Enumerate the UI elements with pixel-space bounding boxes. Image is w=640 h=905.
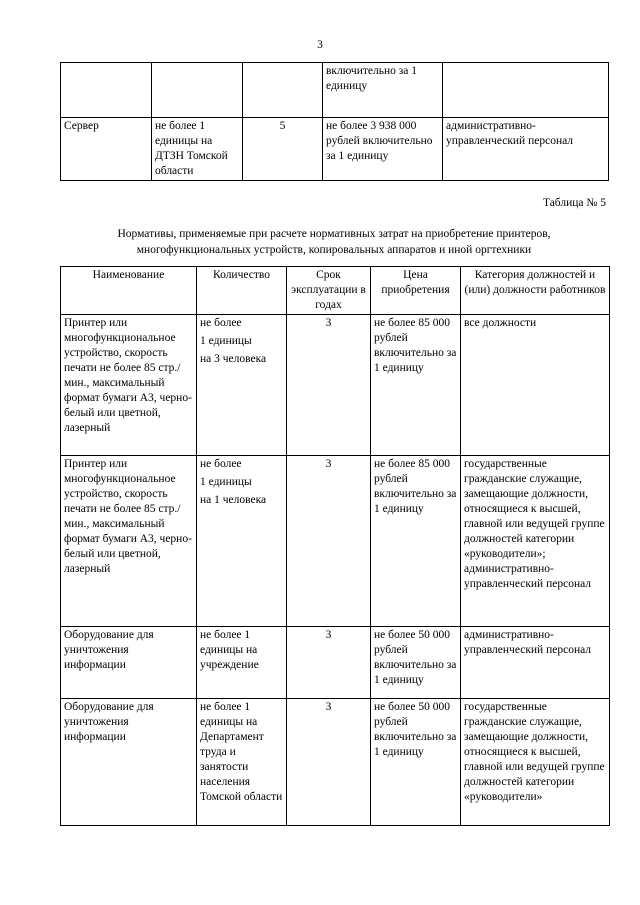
- header-row: [61, 267, 610, 315]
- cell-category: все должности: [461, 315, 610, 456]
- header-years: Срок эксплуатации в годах: [287, 267, 371, 315]
- cell-name: [61, 63, 152, 118]
- cell-price: не более 50 000 рублей включительно за 1 единицу: [371, 627, 461, 699]
- cell-price: включительно за 1 единицу: [323, 63, 443, 118]
- cell-years: 3: [287, 699, 371, 826]
- qty-line: не более 1 единицы на учреждение: [200, 629, 259, 671]
- cell-name: Принтер или многофункциональное устройство, скорость печати не более 85 стр./мин., максимальный формат бумаги А3, черно-белый или цветной, лазерный: [61, 456, 197, 627]
- table-row: [61, 315, 610, 456]
- cell-years: 3: [287, 627, 371, 699]
- cell-years: 3: [287, 456, 371, 627]
- table-row: [61, 699, 610, 826]
- qty-line: 1 единицы: [200, 476, 252, 488]
- cell-name: Сервер: [61, 118, 152, 181]
- header-name: Наименование: [61, 267, 197, 315]
- cell-price: не более 3 938 000 рублей включительно за 1 единицу: [323, 118, 443, 181]
- cell-name: Принтер или многофункциональное устройство, скорость печати не более 85 стр./мин., максимальный формат бумаги А3, черно-белый или цветной, лазерный: [61, 315, 197, 456]
- qty-line: не более: [200, 458, 242, 470]
- cell-qty: не более 1 единицы на ДТЗН Томской области: [152, 118, 243, 181]
- cell-years: 3: [287, 315, 371, 456]
- qty-line: на 1 человека: [200, 494, 267, 506]
- cell-price: не более 85 000 рублей включительно за 1 единицу: [371, 315, 461, 456]
- cell-category: государственные гражданские служащие, замещающие должности, относящиеся к высшей, главной или ведущей группе должностей категории «руководители»; административно-управленческий персонал: [461, 456, 610, 627]
- cell-category: [443, 63, 609, 118]
- table-row: [61, 63, 609, 118]
- table-row: [61, 627, 610, 699]
- cell-category: административно-управленческий персонал: [461, 627, 610, 699]
- cell-price: не более 50 000 рублей включительно за 1 единицу: [371, 699, 461, 826]
- header-category: Категория должностей и (или) должности работников: [461, 267, 610, 315]
- qty-line: 1 единицы: [200, 335, 252, 347]
- cell-category: государственные гражданские служащие, замещающие должности, относящиеся к высшей, главной или ведущей группе должностей категории «руководители»: [461, 699, 610, 826]
- cell-qty: [197, 699, 287, 826]
- cell-qty: [152, 63, 243, 118]
- cell-category: административно-управленческий персонал: [443, 118, 609, 181]
- cell-name: Оборудование для уничтожения информации: [61, 699, 197, 826]
- top-table: [60, 62, 609, 181]
- cell-years: 5: [243, 118, 323, 181]
- table-title: Нормативы, применяемые при расчете нормативных затрат на приобретение принтеров, многофункциональных устройств, копировальных аппаратов и иной оргтехники: [117, 228, 551, 256]
- header-price: Цена приобретения: [371, 267, 461, 315]
- header-qty: Количество: [197, 267, 287, 315]
- cell-qty: [197, 315, 287, 456]
- table-row: [61, 456, 610, 627]
- cell-name: Оборудование для уничтожения информации: [61, 627, 197, 699]
- main-table: [60, 266, 610, 826]
- qty-line: на 3 человека: [200, 353, 267, 365]
- table-label: Таблица № 5: [542, 197, 606, 209]
- qty-line: не более 1 единицы на Департамент труда и занятости населения Томской области: [200, 701, 283, 803]
- cell-price: не более 85 000 рублей включительно за 1 единицу: [371, 456, 461, 627]
- cell-qty: [197, 456, 287, 627]
- table-row: [61, 118, 609, 181]
- cell-qty: [197, 627, 287, 699]
- cell-years: [243, 63, 323, 118]
- qty-line: не более: [200, 317, 242, 329]
- page-number: 3: [317, 39, 323, 51]
